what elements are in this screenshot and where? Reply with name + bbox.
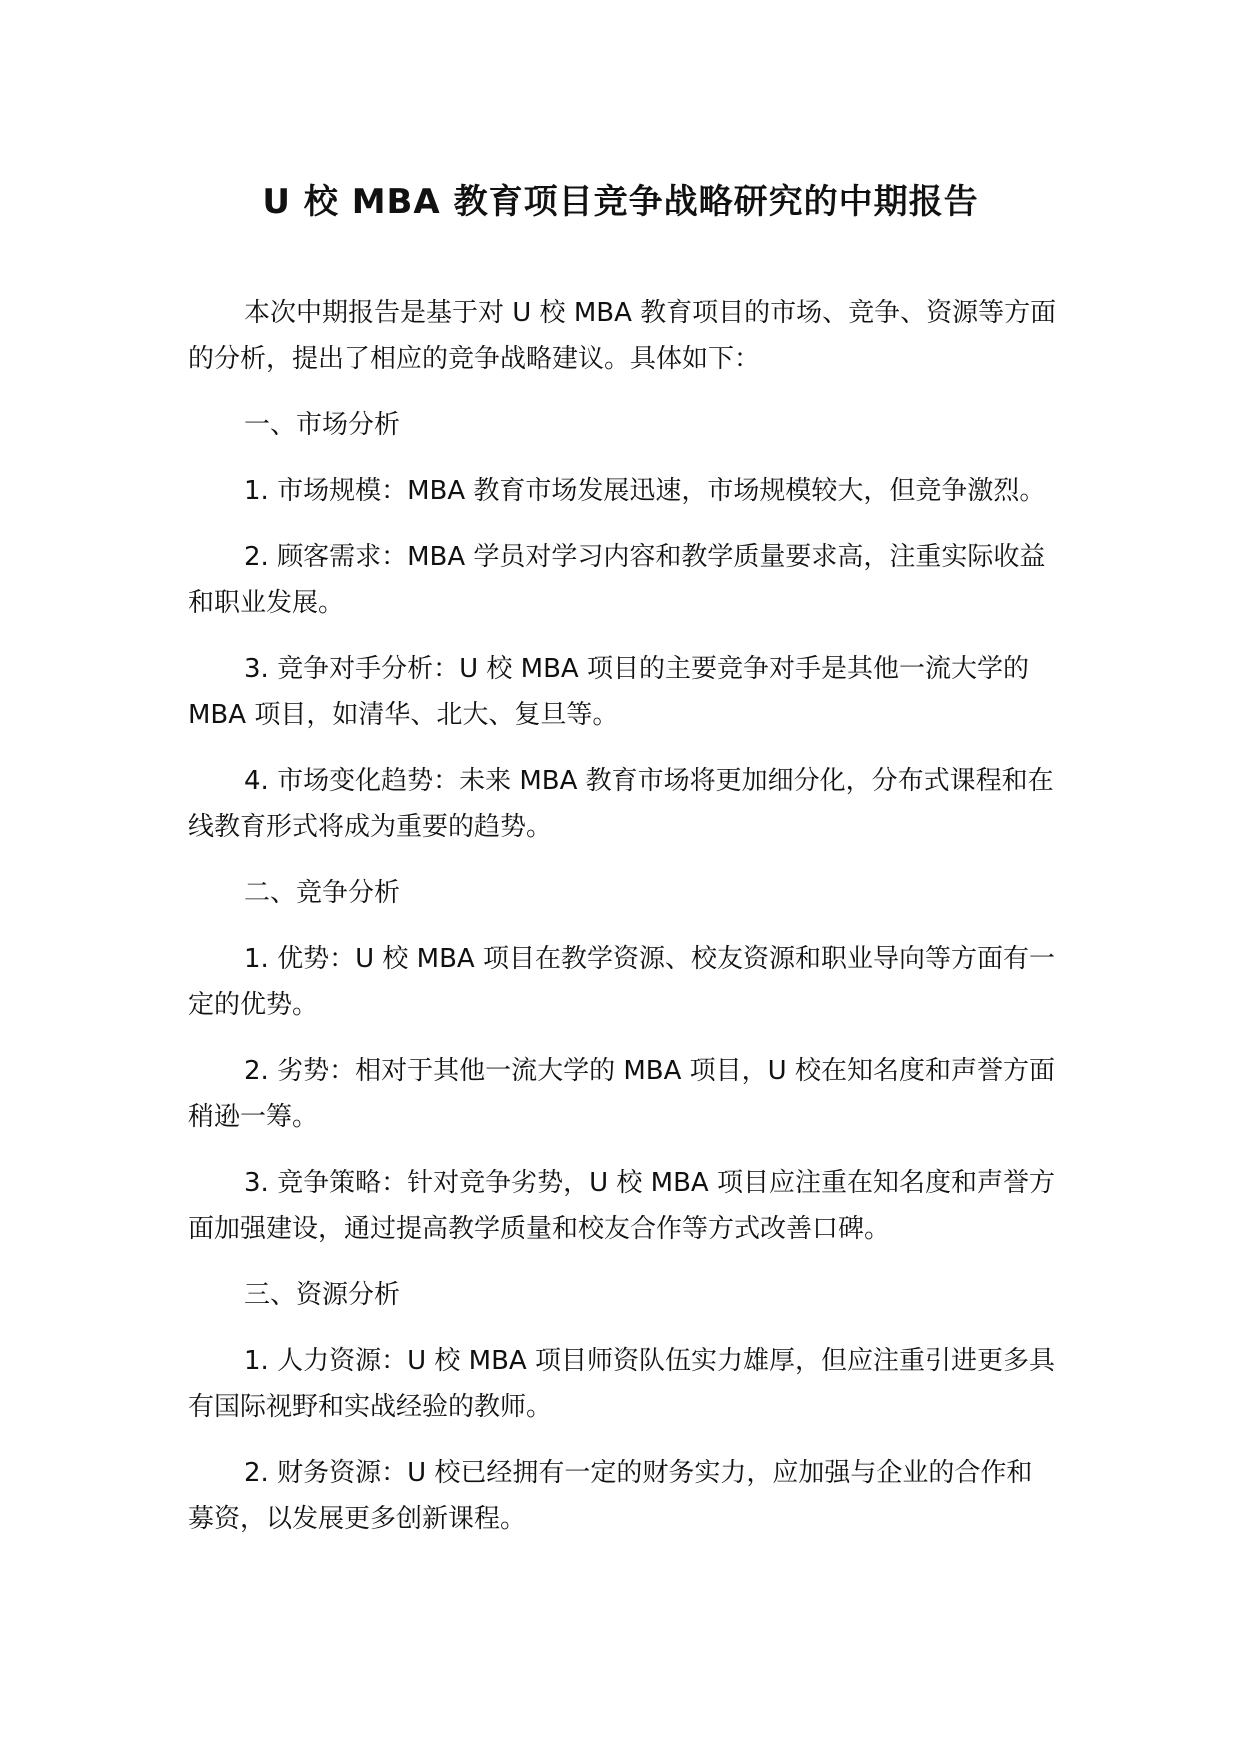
section-heading-competition: 二、竞争分析 bbox=[244, 878, 401, 908]
paragraph-weaknesses: 2. 劣势：相对于其他一流大学的 MBA 项目，U 校在知名度和声誉方面稍逊一筹。 bbox=[188, 1056, 1055, 1132]
paragraph-competitive-strategy: 3. 竞争策略：针对竞争劣势，U 校 MBA 项目应注重在知名度和声誉方面加强建设，通过提高教学质量和校友合作等方式改善口碑。 bbox=[188, 1168, 1055, 1244]
document-body bbox=[188, 290, 1058, 1562]
paragraph-competitor-analysis: 3. 竞争对手分析：U 校 MBA 项目的主要竞争对手是其他一流大学的 MBA 项目，如清华、北大、复旦等。 bbox=[188, 654, 1029, 730]
paragraph-market-size: 1. 市场规模：MBA 教育市场发展迅速，市场规模较大，但竞争激烈。 bbox=[244, 476, 1046, 506]
paragraph-financial-resources: 2. 财务资源：U 校已经拥有一定的财务实力，应加强与企业的合作和募资，以发展更多创新课程。 bbox=[188, 1458, 1033, 1534]
paragraph-customer-needs: 2. 顾客需求：MBA 学员对学习内容和教学质量要求高，注重实际收益和职业发展。 bbox=[188, 542, 1046, 618]
section-heading-resources: 三、资源分析 bbox=[244, 1280, 401, 1310]
section-heading-market: 一、市场分析 bbox=[244, 410, 401, 440]
paragraph-strengths: 1. 优势：U 校 MBA 项目在教学资源、校友资源和职业导向等方面有一定的优势。 bbox=[188, 944, 1055, 1020]
paragraph-human-resources: 1. 人力资源：U 校 MBA 项目师资队伍实力雄厚，但应注重引进更多具有国际视野和实战经验的教师。 bbox=[188, 1346, 1055, 1422]
intro-paragraph: 本次中期报告是基于对 U 校 MBA 教育项目的市场、竞争、资源等方面的分析，提出了相应的竞争战略建议。具体如下： bbox=[188, 298, 1057, 374]
paragraph-market-trends: 4. 市场变化趋势：未来 MBA 教育市场将更加细分化，分布式课程和在线教育形式将成为重要的趋势。 bbox=[188, 766, 1054, 842]
document-title: U 校 MBA 教育项目竞争战略研究的中期报告 bbox=[262, 182, 979, 222]
